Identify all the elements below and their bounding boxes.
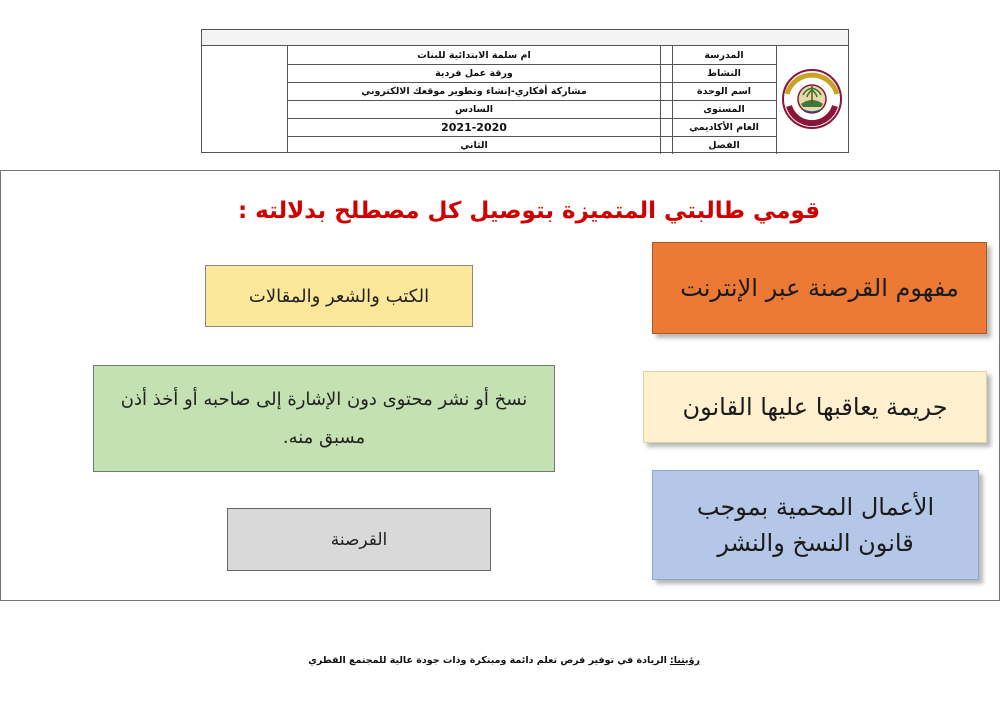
activity-value: ورقة عمل فردية	[288, 64, 661, 83]
vision-statement	[200, 652, 700, 668]
vision-label: رؤيتنا:	[669, 654, 700, 666]
school-info-table	[201, 29, 849, 153]
meaning-card-piracy[interactable]: القرصنة	[227, 508, 491, 571]
meaning-card-copying[interactable]: نسخ أو نشر محتوى دون الإشارة إلى صاحبه أو أخذ أذن مسبق منه.	[93, 365, 555, 472]
ministry-logo	[776, 46, 848, 152]
instruction-title: قومي طالبتي المتميزة بتوصيل كل مصطلح بدلالته :	[237, 198, 820, 224]
semester-label: الفصل	[672, 136, 777, 154]
unit-value: مشاركة أفكاري-إنشاء وتطوير موقعك الالكتروني	[288, 82, 661, 101]
table-blank-cell	[202, 46, 288, 152]
year-label: العام الأكاديمي	[672, 118, 777, 137]
year-value: 2021-2020	[288, 118, 661, 137]
semester-value: الثاني	[288, 136, 661, 154]
table-top-bar	[202, 30, 848, 46]
meaning-card-books[interactable]: الكتب والشعر والمقالات	[205, 265, 473, 327]
term-card-crime[interactable]: جريمة يعاقبها عليها القانون	[643, 371, 987, 443]
school-label: المدرسة	[672, 46, 777, 65]
unit-label: اسم الوحدة	[672, 82, 777, 101]
vision-text: الريادة في توفير فرص تعلم دائمة ومبتكرة وذات جودة عالية للمجتمع القطري	[308, 654, 667, 666]
term-card-piracy-concept[interactable]: مفهوم القرصنة عبر الإنترنت	[652, 242, 987, 334]
term-card-protected-works[interactable]: الأعمال المحمية بموجب قانون النسخ والنشر	[652, 470, 979, 580]
level-label: المستوى	[672, 100, 777, 119]
activity-label: النشاط	[672, 64, 777, 83]
qatar-emblem-icon	[781, 68, 843, 130]
level-value: السادس	[288, 100, 661, 119]
school-value: ام سلمة الابتدائية للبنات	[288, 46, 661, 65]
